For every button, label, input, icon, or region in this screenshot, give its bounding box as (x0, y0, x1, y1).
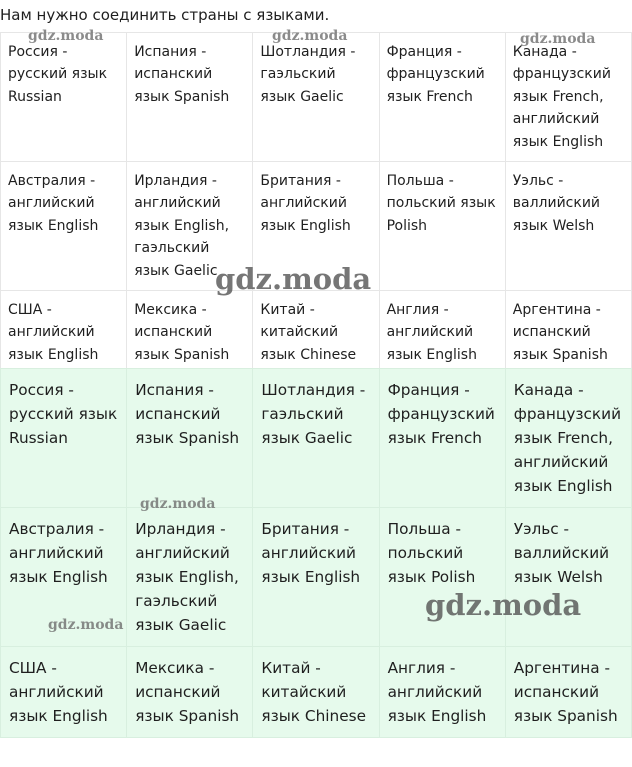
table-cell: Англия - английский язык English (379, 647, 505, 738)
table-cell: Китай - китайский язык Chinese (253, 647, 379, 738)
table-cell: Уэльс - валлийский язык Welsh (505, 508, 631, 647)
table-cell: Мексика - испанский язык Spanish (127, 647, 253, 738)
table-row (1, 369, 632, 508)
table-cell: США - английский язык English (1, 647, 127, 738)
table-row (1, 647, 632, 738)
page-heading: Нам нужно соединить страны с языками. (0, 6, 330, 24)
table-cell: Аргентина - испанский язык Spanish (505, 647, 631, 738)
table-cell: Уэльс - валлийский язык Welsh (505, 162, 631, 291)
table-cell: Аргентина - испанский язык Spanish (505, 291, 631, 375)
watermark: gdz.moda (48, 617, 124, 633)
table-cell: Шотландия - гаэльский язык Gaelic (253, 33, 379, 162)
table-cell: Британия - английский язык English (253, 162, 379, 291)
watermark: gdz.moda (425, 588, 582, 622)
table-cell: Россия - русский язык Russian (1, 369, 127, 508)
table-cell: Франция - французский язык French (379, 33, 505, 162)
watermark: gdz.moda (28, 28, 104, 44)
table-cell: Шотландия - гаэльский язык Gaelic (253, 369, 379, 508)
watermark: gdz.moda (520, 31, 596, 47)
table-cell: Канада - французский язык French, английский язык English (505, 369, 631, 508)
table-cell: Польша - польский язык Polish (379, 508, 505, 647)
table-cell: Испания - испанский язык Spanish (127, 33, 253, 162)
table-row (1, 33, 632, 162)
table-cell: Польша - польский язык Polish (379, 162, 505, 291)
table-cell: Британия - английский язык English (253, 508, 379, 647)
table-cell: Ирландия - английский язык English, гаэльский язык Gaelic (127, 508, 253, 647)
countries-languages-table-1 (0, 32, 632, 375)
table-cell: Австралия - английский язык English (1, 162, 127, 291)
table-cell: США - английский язык English (1, 291, 127, 375)
table-cell: Австралия - английский язык English (1, 508, 127, 647)
table-cell: Россия - русский язык Russian (1, 33, 127, 162)
table-row (1, 291, 632, 375)
watermark: gdz.moda (215, 262, 372, 296)
table-cell: Мексика - испанский язык Spanish (127, 291, 253, 375)
table-cell: Ирландия - английский язык English, гаэльский язык Gaelic (127, 162, 253, 291)
watermark: gdz.moda (272, 28, 348, 44)
table-cell: Испания - испанский язык Spanish (127, 369, 253, 508)
table-cell: Канада - французский язык French, английский язык English (505, 33, 631, 162)
table-cell: Китай - китайский язык Chinese (253, 291, 379, 375)
watermark: gdz.moda (140, 496, 216, 512)
countries-languages-table-2 (0, 368, 632, 738)
table-cell: Франция - французский язык French (379, 369, 505, 508)
table-cell: Англия - английский язык English (379, 291, 505, 375)
